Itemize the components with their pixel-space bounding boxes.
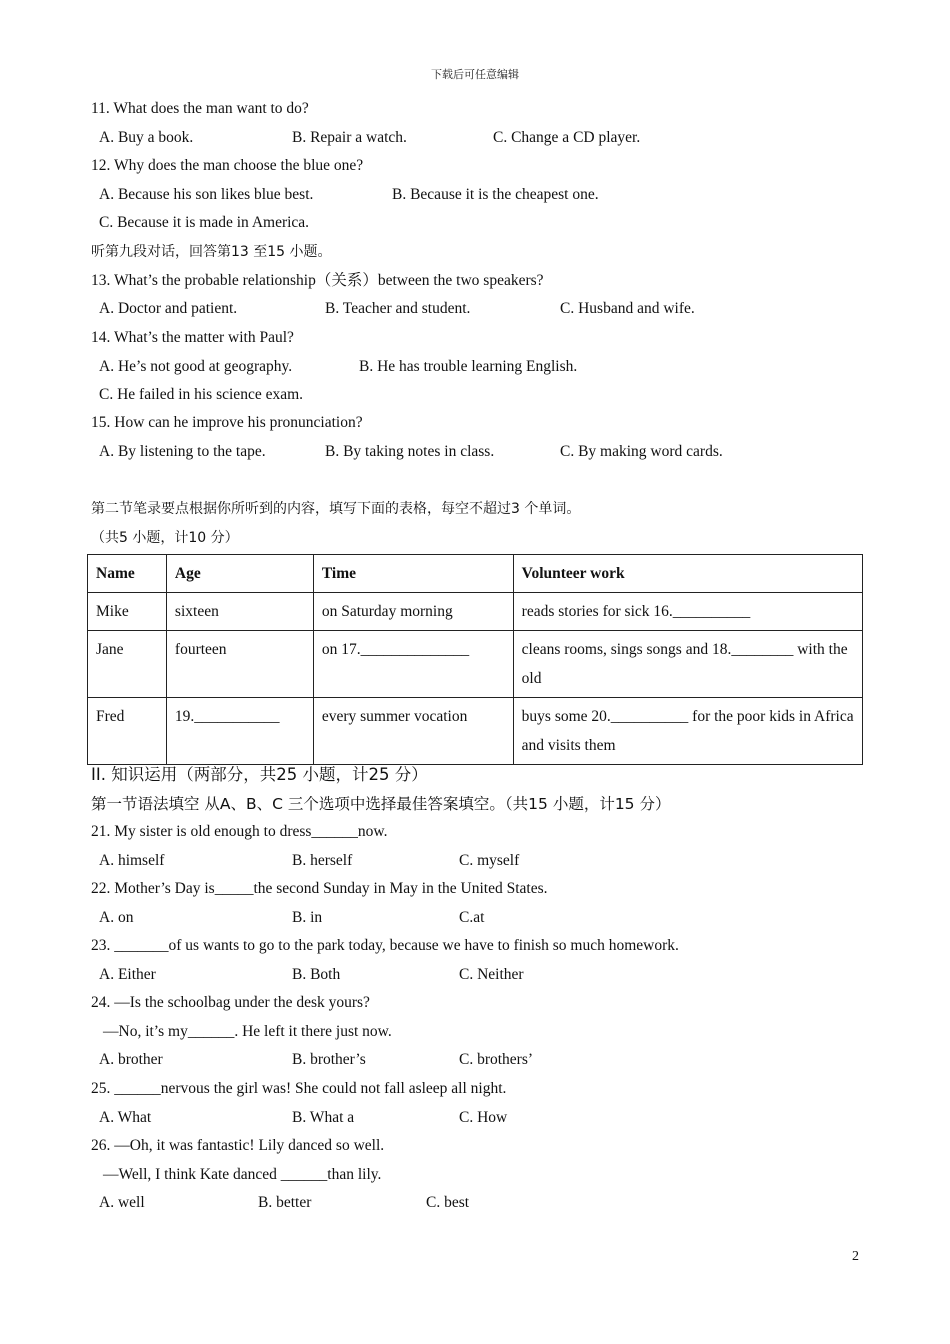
q13-option-c: C. Husband and wife. [560, 300, 695, 317]
table-cell: Mike [88, 593, 167, 631]
q23-option-c: C. Neither [459, 966, 524, 983]
part2-title: II. 知识运用（两部分，共25 小题，计25 分） [91, 765, 428, 784]
q11-option-c: C. Change a CD player. [493, 129, 641, 146]
table-cell: buys some 20.__________ for the poor kids in Africa and visits them [513, 698, 862, 765]
question-24: 24. —Is the schoolbag under the desk yours? [91, 994, 370, 1011]
q13-option-a: A. Doctor and patient. [99, 300, 238, 317]
q26-option-c: C. best [426, 1194, 470, 1211]
table-cell: sixteen [166, 593, 313, 631]
table-cell: Fred [88, 698, 167, 765]
q21-option-a: A. himself [99, 852, 165, 869]
q14-option-c: C. He failed in his science exam. [99, 386, 304, 403]
table-cell: fourteen [166, 631, 313, 698]
q23-option-a: A. Either [99, 966, 156, 983]
q22-option-c: C.at [459, 909, 485, 926]
dialogue-9-instruction: 听第九段对话，回答第13 至15 小题。 [91, 244, 332, 260]
q15-option-c: C. By making word cards. [560, 443, 723, 460]
question-15: 15. How can he improve his pronunciation? [91, 414, 363, 431]
table-cell: cleans rooms, sings songs and 18.________ with the old [513, 631, 862, 698]
q26-option-a: A. well [99, 1194, 145, 1211]
q15-option-b: B. By taking notes in class. [325, 443, 495, 460]
question-22: 22. Mother’s Day is_____the second Sunday in May in the United States. [91, 880, 548, 897]
section2-score: （共5 小题，计10 分） [91, 530, 239, 546]
page-header: 下载后可任意编辑 [431, 68, 519, 81]
page-number: 2 [852, 1249, 859, 1264]
question-24-response: —No, it’s my______. He left it there just now. [103, 1023, 392, 1040]
section2-instruction: 第二节笔录要点根据你所听到的内容，填写下面的表格，每空不超过3 个单词。 [91, 501, 581, 517]
table-row [88, 593, 863, 631]
table-cell: reads stories for sick 16.__________ [513, 593, 862, 631]
question-26: 26. —Oh, it was fantastic! Lily danced so well. [91, 1137, 385, 1154]
table-cell: on Saturday morning [313, 593, 513, 631]
question-11: 11. What does the man want to do? [91, 100, 309, 117]
part2-subtitle: 第一节语法填空 从A、B、C 三个选项中选择最佳答案填空。（共15 小题，计15 分） [91, 795, 671, 813]
table-header-row [88, 555, 863, 593]
question-21: 21. My sister is old enough to dress______now. [91, 823, 388, 840]
table-cell: every summer vocation [313, 698, 513, 765]
q23-option-b: B. Both [292, 966, 341, 983]
q14-option-a: A. He’s not good at geography. [99, 358, 293, 375]
q21-option-c: C. myself [459, 852, 520, 869]
q26-option-b: B. better [258, 1194, 312, 1211]
q12-option-b: B. Because it is the cheapest one. [392, 186, 599, 203]
table-row [88, 631, 863, 698]
table-cell: 19.___________ [166, 698, 313, 765]
q25-option-b: B. What a [292, 1109, 355, 1126]
q12-option-a: A. Because his son likes blue best. [99, 186, 314, 203]
question-13: 13. What’s the probable relationship（关系）between the two speakers? [91, 272, 544, 289]
q11-option-b: B. Repair a watch. [292, 129, 407, 146]
q21-option-b: B. herself [292, 852, 353, 869]
q12-option-c: C. Because it is made in America. [99, 214, 310, 231]
question-14: 14. What’s the matter with Paul? [91, 329, 294, 346]
header-name: Name [88, 555, 167, 593]
table-row [88, 698, 863, 765]
question-26-response: —Well, I think Kate danced ______than lily. [103, 1166, 382, 1183]
q24-option-c: C. brothers’ [459, 1051, 534, 1068]
question-12: 12. Why does the man choose the blue one? [91, 157, 364, 174]
q13-option-b: B. Teacher and student. [325, 300, 471, 317]
table-cell: on 17.______________ [313, 631, 513, 698]
q25-option-c: C. How [459, 1109, 508, 1126]
header-time: Time [313, 555, 513, 593]
question-25: 25. ______nervous the girl was! She could not fall asleep all night. [91, 1080, 507, 1097]
q15-option-a: A. By listening to the tape. [99, 443, 266, 460]
question-23: 23. _______of us wants to go to the park today, because we have to finish so much homework. [91, 937, 679, 954]
q22-option-a: A. on [99, 909, 134, 926]
header-volunteer-work: Volunteer work [513, 555, 862, 593]
q24-option-b: B. brother’s [292, 1051, 366, 1068]
q14-option-b: B. He has trouble learning English. [359, 358, 578, 375]
volunteer-table [87, 554, 863, 765]
header-age: Age [166, 555, 313, 593]
q24-option-a: A. brother [99, 1051, 163, 1068]
table-cell: Jane [88, 631, 167, 698]
q11-option-a: A. Buy a book. [99, 129, 194, 146]
q22-option-b: B. in [292, 909, 323, 926]
q25-option-a: A. What [99, 1109, 152, 1126]
